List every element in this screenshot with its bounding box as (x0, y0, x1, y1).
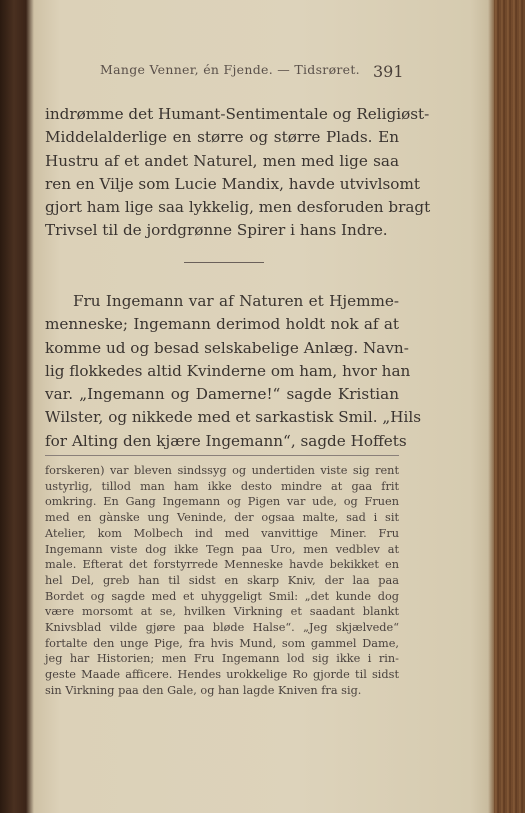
footnote-line: geste Maade afficere. Hendes urokkelige Ro gjorde til sidst (45, 668, 399, 682)
text-line: for Alting den kjære Ingemann“, sagde Hoffets (45, 431, 407, 450)
text-line: indrømme det Humant-Sentimentale og Religiøst- (45, 105, 430, 123)
footnote-line: forskeren) var bleven sindssyg og undertiden viste sig rent (45, 464, 399, 477)
footnote-line: jeg har Historien; men Fru Ingemann lod sig ikke i rin- (45, 652, 399, 666)
running-head: Mange Venner, én Fjende. — Tidsrøret. (100, 62, 360, 77)
footnote (45, 463, 399, 699)
text-line: Middelalderlige en større og større Plads. En (45, 128, 399, 147)
book-page (28, 0, 492, 813)
footnote-line: Ingemann viste dog ikke Tegn paa Uro, men vedblev at (45, 542, 399, 556)
text-line: komme ud og besad selskabelige Anlæg. Navn- (45, 338, 409, 357)
footnote-line: med en gànske ung Veninde, der ogsaa malte, sad i sit (45, 511, 399, 525)
text-line: ren en Vilje som Lucie Mandix, havde utvivlsomt (45, 174, 420, 193)
footnote-line: ustyrlig, tillod man ham ikke desto mindre at gaa frit (45, 479, 399, 493)
footnote-line: male. Efterat det forstyrrede Menneske havde bekikket en (45, 558, 399, 572)
footnote-line: sin Virkning paa den Gale, og han lagde Kniven fra sig. (45, 683, 362, 697)
paragraph-1 (45, 103, 431, 243)
paragraph-2 (45, 290, 422, 453)
section-divider (184, 262, 264, 263)
footnote-line: Atelier, kom Molbech ind med vanvittige Miner. Fru (45, 526, 399, 540)
footnote-line: Bordet og sagde med et uhyggeligt Smil: „det kunde dog (45, 589, 399, 603)
footnote-divider (45, 455, 399, 456)
text-line: Hustru af et andet Naturel, men med lige saa (45, 151, 399, 170)
footnote-line: fortalte den unge Pige, fra hvis Mund, som gammel Dame, (45, 636, 399, 650)
text-line: menneske; Ingemann derimod holdt nok af at (45, 315, 399, 334)
footnote-line: omkring. En Gang Ingemann og Pigen var ude, og Fruen (45, 495, 399, 509)
text-line: Trivsel til de jordgrønne Spirer i hans Indre. (45, 221, 388, 240)
text-line: var. „Ingemann og Damerne!“ sagde Kristian (45, 385, 399, 404)
text-line: Wilster, og nikkede med et sarkastisk Smil. „Hils (45, 408, 422, 427)
page-edges (494, 0, 525, 813)
text-line: lig flokkedes altid Kvinderne om ham, hvor han (45, 361, 411, 380)
footnote-line: være morsomt at se, hvilken Virkning et saadant blankt (45, 605, 399, 619)
footnote-line: Knivsblad vilde gjøre paa bløde Halse“. „Jeg skjælvede“ (45, 621, 399, 635)
text-line: Fru Ingemann var af Naturen et Hjemme- (73, 292, 399, 310)
page-number: 391 (373, 62, 404, 81)
text-line: gjort ham lige saa lykkelig, men desforuden bragt (45, 198, 431, 217)
footnote-line: hel Del, greb han til sidst en skarp Kniv, der laa paa (45, 573, 399, 587)
